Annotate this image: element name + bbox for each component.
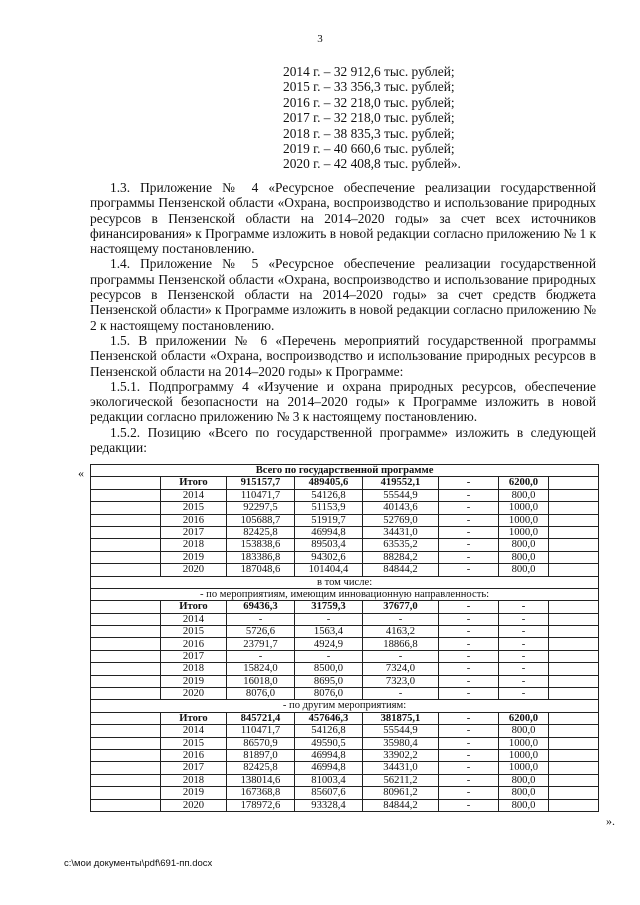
year-line: 2018 г. – 38 835,3 тыс. рублей; [283,125,455,141]
table-cell: - [439,502,499,514]
table-cell: 2016 [161,749,227,761]
table-cell: 6200,0 [499,477,549,489]
table-cell: - [499,601,549,613]
table-cell: - [439,762,499,774]
blank-cell [549,762,599,774]
blank-cell [549,650,599,662]
table-row [91,551,599,563]
blank-cell [549,675,599,687]
table-cell: 15824,0 [227,663,295,675]
table-cell: 6200,0 [499,712,549,724]
table-cell: - [439,688,499,700]
table-row [91,787,599,799]
table-row [91,626,599,638]
table-cell: 4924,9 [295,638,363,650]
blank-cell [91,539,161,551]
table-row [91,539,599,551]
table-cell: 23791,7 [227,638,295,650]
table-cell: - [439,564,499,576]
table-cell: 167368,8 [227,787,295,799]
table-cell: - [227,613,295,625]
blank-cell [91,787,161,799]
table-cell: 7324,0 [363,663,439,675]
table-cell: - [439,712,499,724]
table-cell: 8076,0 [295,688,363,700]
table-cell: 1563,4 [295,626,363,638]
table-cell: 1000,0 [499,762,549,774]
funding-by-year-list [283,64,461,172]
table-cell: - [295,613,363,625]
table-cell: Итого [161,477,227,489]
table-row [91,638,599,650]
table-cell: 800,0 [499,774,549,786]
blank-cell [91,514,161,526]
table-cell: - [295,650,363,662]
table-cell: 85607,6 [295,787,363,799]
table-cell: 101404,4 [295,564,363,576]
table-cell: - [439,787,499,799]
table-cell: 1000,0 [499,526,549,538]
table-cell: 7323,0 [363,675,439,687]
table-cell: 2014 [161,725,227,737]
table-cell: - [363,613,439,625]
table-total-row [91,477,599,489]
table-cell: 2014 [161,489,227,501]
table-cell: 46994,8 [295,762,363,774]
paragraph-1-4: 1.4. Приложение № 5 «Ресурсное обеспечение реализации государственной программы Пензенской области «Охрана, воспроизводство и использование природных ресурсов в Пензенской области на 2014–2020 годы» за счет средств бюджета Пензенской области» к Программе изложить в новой редакции согласно приложению № 2 к настоящему постановлению. [90,256,596,333]
table-cell: 2019 [161,551,227,563]
blank-cell [91,502,161,514]
table-cell: - [499,613,549,625]
table-row [91,663,599,675]
blank-cell [549,712,599,724]
table-cell: 2020 [161,799,227,811]
table-cell: 183386,8 [227,551,295,563]
table-cell: 2019 [161,787,227,799]
blank-cell [91,613,161,625]
blank-cell [91,762,161,774]
table-row [91,749,599,761]
blank-cell [549,613,599,625]
blank-cell [91,626,161,638]
year-line: 2020 г. – 42 408,8 тыс. рублей». [283,156,461,172]
page-number: 3 [317,33,323,45]
table-cell: 489405,6 [295,477,363,489]
blank-cell [549,489,599,501]
funding-table [90,464,599,812]
year-line: 2015 г. – 33 356,3 тыс. рублей; [283,79,455,95]
paragraph-1-3: 1.3. Приложение № 4 «Ресурсное обеспечение реализации государственной программы Пензенской области «Охрана, воспроизводство и использование природных ресурсов в Пензенской области на 2014–2020 годы» за счет всех источников финансирования» к Программе изложить в новой редакции согласно приложению № 1 к настоящему постановлению. [90,180,596,257]
blank-cell [549,725,599,737]
table-row [91,650,599,662]
blank-cell [91,688,161,700]
blank-cell [549,688,599,700]
table-cell: 800,0 [499,539,549,551]
table-cell: 16018,0 [227,675,295,687]
table-cell: 93328,4 [295,799,363,811]
table-cell: 2018 [161,539,227,551]
table-row [91,514,599,526]
blank-cell [91,774,161,786]
blank-cell [91,638,161,650]
table-cell: 800,0 [499,787,549,799]
blank-cell [91,564,161,576]
table-row [91,613,599,625]
table-cell: - [363,650,439,662]
year-line: 2016 г. – 32 218,0 тыс. рублей; [283,94,455,110]
table-cell: 2015 [161,502,227,514]
table-cell: 1000,0 [499,514,549,526]
table-cell: - [499,638,549,650]
table-cell: 1000,0 [499,502,549,514]
table-cell: 110471,7 [227,725,295,737]
table-cell: 37677,0 [363,601,439,613]
table-cell: - [439,551,499,563]
table-cell: - [439,663,499,675]
table-cell: 800,0 [499,489,549,501]
blank-cell [549,564,599,576]
blank-cell [549,737,599,749]
section-title: - по другим мероприятиям: [91,700,599,712]
table-row [91,762,599,774]
table-cell: 33902,2 [363,749,439,761]
table-cell: 81003,4 [295,774,363,786]
in-total-row [91,576,599,588]
year-line: 2014 г. – 32 912,6 тыс. рублей; [283,64,455,79]
table-cell: - [227,650,295,662]
table-cell: 31759,3 [295,601,363,613]
table-cell: - [439,477,499,489]
blank-cell [549,502,599,514]
blank-cell [549,774,599,786]
table-cell: 5726,6 [227,626,295,638]
blank-cell [549,551,599,563]
table-cell: 88284,2 [363,551,439,563]
blank-cell [91,489,161,501]
table-cell: Итого [161,601,227,613]
blank-cell [549,601,599,613]
quote-close: ». [606,814,615,828]
table-cell: 8076,0 [227,688,295,700]
table-cell: 2020 [161,564,227,576]
blank-cell [91,737,161,749]
table-cell: 46994,8 [295,749,363,761]
table-cell: 84844,2 [363,564,439,576]
table-cell: 8500,0 [295,663,363,675]
table-cell: 110471,7 [227,489,295,501]
table-cell: 2018 [161,663,227,675]
table-row [91,774,599,786]
table-cell: 51919,7 [295,514,363,526]
table-cell: 845721,4 [227,712,295,724]
file-path-footer: c:\мои документы\pdf\691-пп.docx [64,858,213,869]
table-row [91,489,599,501]
blank-cell [549,626,599,638]
table-cell: 2014 [161,613,227,625]
table-cell: - [439,774,499,786]
table-cell: - [439,737,499,749]
year-line: 2017 г. – 32 218,0 тыс. рублей; [283,110,455,126]
section-title-row [91,700,599,712]
blank-cell [91,749,161,761]
table-cell: 49590,5 [295,737,363,749]
table-cell: 800,0 [499,551,549,563]
table-cell: 54126,8 [295,489,363,501]
table-cell: - [363,688,439,700]
table-cell: 94302,6 [295,551,363,563]
table-cell: 2019 [161,675,227,687]
table-row [91,564,599,576]
blank-cell [549,749,599,761]
document-body [90,180,596,455]
table-cell: - [439,601,499,613]
paragraph-1-5-2: 1.5.2. Позицию «Всего по государственной программе» изложить в следующей редакции: [90,424,596,456]
table-row [91,737,599,749]
table-cell: - [439,526,499,538]
blank-cell [91,650,161,662]
table-cell: 381875,1 [363,712,439,724]
blank-cell [549,787,599,799]
table-cell: - [439,514,499,526]
table-cell: - [499,650,549,662]
blank-cell [91,799,161,811]
table-cell: 2017 [161,762,227,774]
table-cell: - [439,675,499,687]
table-cell: 89503,4 [295,539,363,551]
table-cell: 8695,0 [295,675,363,687]
table-cell: 419552,1 [363,477,439,489]
table-cell: - [439,626,499,638]
table-cell: - [439,799,499,811]
table-cell: - [439,638,499,650]
table-cell: - [499,675,549,687]
in-total-label: в том числе: [91,576,599,588]
table-row [91,688,599,700]
table-cell: 69436,3 [227,601,295,613]
table-cell: 2020 [161,688,227,700]
section-title-row [91,588,599,600]
table-cell: 82425,8 [227,762,295,774]
table-cell: 56211,2 [363,774,439,786]
table-row [91,502,599,514]
table-cell: - [439,749,499,761]
table-cell: 915157,7 [227,477,295,489]
table-cell: 84844,2 [363,799,439,811]
table-cell: 105688,7 [227,514,295,526]
blank-cell [91,477,161,489]
table-cell: 54126,8 [295,725,363,737]
blank-cell [91,601,161,613]
table-cell: 2016 [161,638,227,650]
table-cell: 1000,0 [499,749,549,761]
table-cell: - [439,650,499,662]
table-header: Всего по государственной программе [91,465,599,477]
table-cell: - [439,725,499,737]
table-cell: 51153,9 [295,502,363,514]
table-cell: 46994,8 [295,526,363,538]
table-cell: 80961,2 [363,787,439,799]
table-cell: 4163,2 [363,626,439,638]
table-cell: 82425,8 [227,526,295,538]
table-cell: 153838,6 [227,539,295,551]
table-cell: 800,0 [499,799,549,811]
table-cell: 55544,9 [363,489,439,501]
blank-cell [549,663,599,675]
paragraph-1-5-1: 1.5.1. Подпрограмму 4 «Изучение и охрана природных ресурсов, обеспечение экологической безопасности на 2014–2020 годы» к Программе изложить в новой редакции согласно приложению № 3 к настоящему постановлению. [90,378,596,425]
table-cell: - [499,688,549,700]
table-cell: 138014,6 [227,774,295,786]
table-row [91,725,599,737]
table-header-row [91,465,599,477]
table-total-row [91,712,599,724]
table-cell: 2016 [161,514,227,526]
table-cell: - [439,613,499,625]
blank-cell [549,477,599,489]
blank-cell [91,526,161,538]
table-cell: 178972,6 [227,799,295,811]
blank-cell [91,712,161,724]
blank-cell [549,539,599,551]
table-cell: 2015 [161,737,227,749]
table-cell: 40143,6 [363,502,439,514]
table-cell: 52769,0 [363,514,439,526]
table-cell: - [499,626,549,638]
blank-cell [549,526,599,538]
blank-cell [91,725,161,737]
blank-cell [91,551,161,563]
table-cell: 86570,9 [227,737,295,749]
table-cell: 81897,0 [227,749,295,761]
table-row [91,675,599,687]
table-cell: - [499,663,549,675]
table-total-row [91,601,599,613]
table-cell: 18866,8 [363,638,439,650]
quote-open: « [78,466,84,480]
table-cell: - [439,489,499,501]
table-cell: 35980,4 [363,737,439,749]
table-cell: 800,0 [499,725,549,737]
blank-cell [549,799,599,811]
blank-cell [549,638,599,650]
table-cell: 187048,6 [227,564,295,576]
table-cell: 2018 [161,774,227,786]
table-row [91,799,599,811]
blank-cell [549,514,599,526]
blank-cell [91,663,161,675]
section-title: - по мероприятиям, имеющим инновационную направленность: [91,588,599,600]
table-cell: 34431,0 [363,526,439,538]
table-row [91,526,599,538]
table-cell: Итого [161,712,227,724]
table-cell: 63535,2 [363,539,439,551]
table-cell: 2015 [161,626,227,638]
paragraph-1-5: 1.5. В приложении № 6 «Перечень мероприятий государственной программы Пензенской области «Охрана, воспроизводство и использование природных ресурсов в Пензенской области на 2014–2020 годы» к Программе: [90,332,596,379]
table-cell: 34431,0 [363,762,439,774]
table-cell: - [439,539,499,551]
table-cell: 457646,3 [295,712,363,724]
table-cell: 55544,9 [363,725,439,737]
table-cell: 2017 [161,526,227,538]
table-cell: 800,0 [499,564,549,576]
table-cell: 2017 [161,650,227,662]
table-cell: 92297,5 [227,502,295,514]
blank-cell [91,675,161,687]
table-cell: 1000,0 [499,737,549,749]
year-line: 2019 г. – 40 660,6 тыс. рублей; [283,141,455,157]
